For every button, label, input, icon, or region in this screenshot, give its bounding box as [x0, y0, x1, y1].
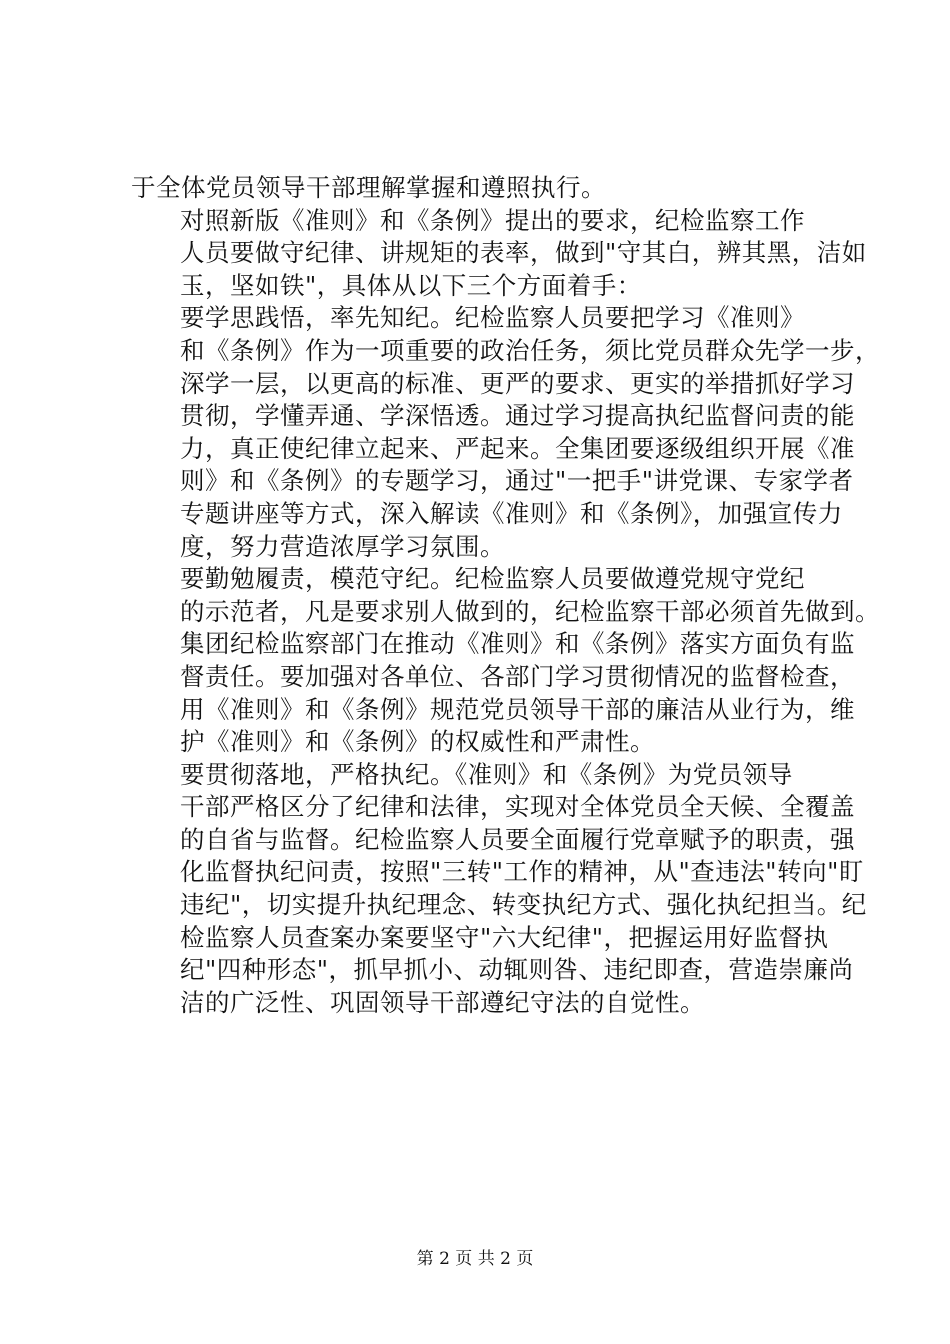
page-number-label: 第 2 页 共 2 页 [416, 1249, 534, 1269]
text-line: 力，真正使纪律立起来、严起来。全集团要逐级组织开展《准 [180, 433, 855, 463]
paragraph-continuation [131, 172, 831, 205]
text-line: 要学思践悟，率先知纪。纪检监察人员要把学习《准则》 [180, 303, 805, 333]
text-line: 用《准则》和《条例》规范党员领导干部的廉洁从业行为，维 [180, 694, 855, 724]
text-line: 贯彻，学懂弄通、学深悟透。通过学习提高执纪监督问责的能 [180, 401, 855, 431]
text-line: 的示范者，凡是要求别人做到的，纪检监察干部必须首先做到。 [180, 596, 880, 626]
text-line: 干部严格区分了纪律和法律，实现对全体党员全天候、全覆盖 [180, 792, 855, 822]
text-line: 护《准则》和《条例》的权威性和严肃性。 [180, 727, 655, 757]
text-line: 对照新版《准则》和《条例》提出的要求，纪检监察工作 [180, 205, 805, 235]
text-line: 的自省与监督。纪检监察人员要全面履行党章赋予的职责，强 [180, 824, 855, 854]
paragraph-duty [131, 563, 880, 759]
text-line: 要勤勉履责，模范守纪。纪检监察人员要做遵党规守党纪 [180, 564, 805, 594]
text-line: 违纪"，切实提升执纪理念、转变执纪方式、强化执纪担当。纪 [180, 890, 867, 920]
text-line: 和《条例》作为一项重要的政治任务，须比党员群众先学一步， [180, 335, 880, 365]
text-line: 玉，坚如铁"，具体从以下三个方面着手： [180, 270, 642, 300]
text-line: 督责任。要加强对各单位、各部门学习贯彻情况的监督检查， [180, 661, 855, 691]
paragraph-study [131, 302, 880, 563]
paragraph-enforce [131, 759, 867, 1020]
text-line: 要贯彻落地，严格执纪。《准则》和《条例》为党员领导 [180, 759, 793, 789]
document-body [131, 172, 880, 1019]
paragraph-intro [131, 205, 867, 303]
page-footer [0, 1244, 950, 1269]
text-line: 专题讲座等方式，深入解读《准则》和《条例》，加强宣传力 [180, 498, 843, 528]
text-line: 于全体党员领导干部理解掌握和遵照执行。 [131, 173, 606, 202]
text-line: 纪"四种形态"，抓早抓小、动辄则咎、违纪即查，营造崇廉尚 [180, 955, 854, 985]
text-line: 人员要做守纪律、讲规矩的表率，做到"守其白，辨其黑，洁如 [180, 238, 867, 268]
text-line: 集团纪检监察部门在推动《准则》和《条例》落实方面负有监 [180, 629, 855, 659]
text-line: 化监督执纪问责，按照"三转"工作的精神，从"查违法"转向"盯 [180, 857, 864, 887]
text-line: 度，努力营造浓厚学习氛围。 [180, 531, 505, 561]
text-line: 深学一层，以更高的标准、更严的要求、更实的举措抓好学习 [180, 368, 855, 398]
text-line: 洁的广泛性、巩固领导干部遵纪守法的自觉性。 [180, 987, 705, 1017]
text-line: 则》和《条例》的专题学习，通过"一把手"讲党课、专家学者 [180, 466, 854, 496]
text-line: 检监察人员查案办案要坚守"六大纪律"，把握运用好监督执 [180, 922, 829, 952]
